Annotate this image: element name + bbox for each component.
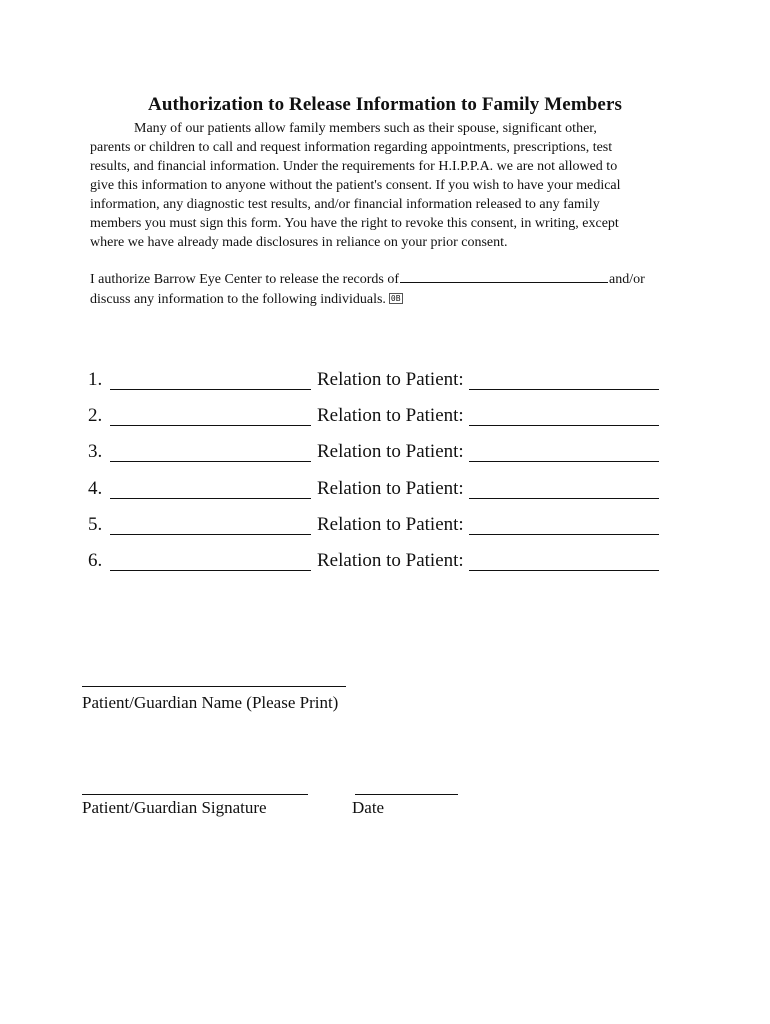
relation-label: Relation to Patient: <box>317 513 464 535</box>
family-member-row <box>88 514 659 550</box>
row-number: 2. <box>88 405 103 427</box>
authorization-statement <box>90 269 690 310</box>
family-member-name-field[interactable] <box>110 441 311 462</box>
family-member-row <box>88 550 659 586</box>
family-member-row <box>88 478 659 514</box>
relation-field[interactable] <box>469 478 659 499</box>
relation-label: Relation to Patient: <box>317 405 464 427</box>
row-number: 6. <box>88 549 103 571</box>
family-member-row <box>88 369 659 405</box>
authorization-text: I authorize Barrow Eye Center to release the records of <box>90 272 400 287</box>
intro-line: members you must sign this form. You have the right to revoke this consent, in writing, except <box>90 216 619 231</box>
family-member-row <box>88 405 659 441</box>
relation-label: Relation to Patient: <box>317 369 464 390</box>
intro-line-text: Many of our patients allow family members such as their spouse, significant other, <box>134 121 597 136</box>
intro-line: information, any diagnostic test results, and/or financial information released to any family <box>90 197 600 212</box>
relation-field[interactable] <box>469 514 659 535</box>
family-member-name-field[interactable] <box>110 369 311 390</box>
guardian-name-field[interactable] <box>82 686 346 687</box>
row-number: 3. <box>88 441 103 463</box>
relation-label: Relation to Patient: <box>317 441 464 463</box>
intro-paragraph <box>90 119 676 252</box>
family-member-list <box>88 369 659 586</box>
intro-line <box>90 119 676 138</box>
date-label: Date <box>352 798 385 817</box>
family-member-name-field[interactable] <box>110 405 311 426</box>
intro-line: results, and financial information. Under the requirements for H.I.P.P.A. we are not allowed to <box>90 159 618 174</box>
intro-line: parents or children to call and request information regarding appointments, prescriptions, test <box>90 140 613 155</box>
row-number: 5. <box>88 513 103 535</box>
and-or-text: and/or <box>609 272 645 287</box>
guardian-signature-field[interactable] <box>82 794 308 795</box>
family-member-name-field[interactable] <box>110 550 311 571</box>
family-member-row <box>88 441 659 477</box>
row-number: 1. <box>88 369 103 390</box>
relation-label: Relation to Patient: <box>317 477 464 499</box>
relation-field[interactable] <box>469 441 659 462</box>
intro-line: where we have already made disclosures in reliance on your prior consent. <box>90 235 508 250</box>
relation-field[interactable] <box>469 405 659 426</box>
unknown-glyph-icon: 0B <box>390 294 401 303</box>
guardian-signature-label: Patient/Guardian Signature <box>82 798 267 817</box>
date-field[interactable] <box>355 794 458 795</box>
form-title: Authorization to Release Information to Family Members <box>148 94 622 115</box>
authorization-line-1 <box>90 269 690 290</box>
patient-records-name-field[interactable] <box>400 269 608 283</box>
intro-line: give this information to anyone without the patient's consent. If you wish to have your medical <box>90 178 621 193</box>
family-member-name-field[interactable] <box>110 514 311 535</box>
row-number: 4. <box>88 477 103 499</box>
guardian-name-label: Patient/Guardian Name (Please Print) <box>82 693 339 712</box>
family-member-name-field[interactable] <box>110 478 311 499</box>
authorization-text-2: discuss any information to the following individuals. <box>90 292 386 307</box>
relation-field[interactable] <box>469 550 659 571</box>
authorization-line-2 <box>90 290 690 310</box>
relation-label: Relation to Patient: <box>317 549 464 571</box>
relation-field[interactable] <box>469 369 659 390</box>
